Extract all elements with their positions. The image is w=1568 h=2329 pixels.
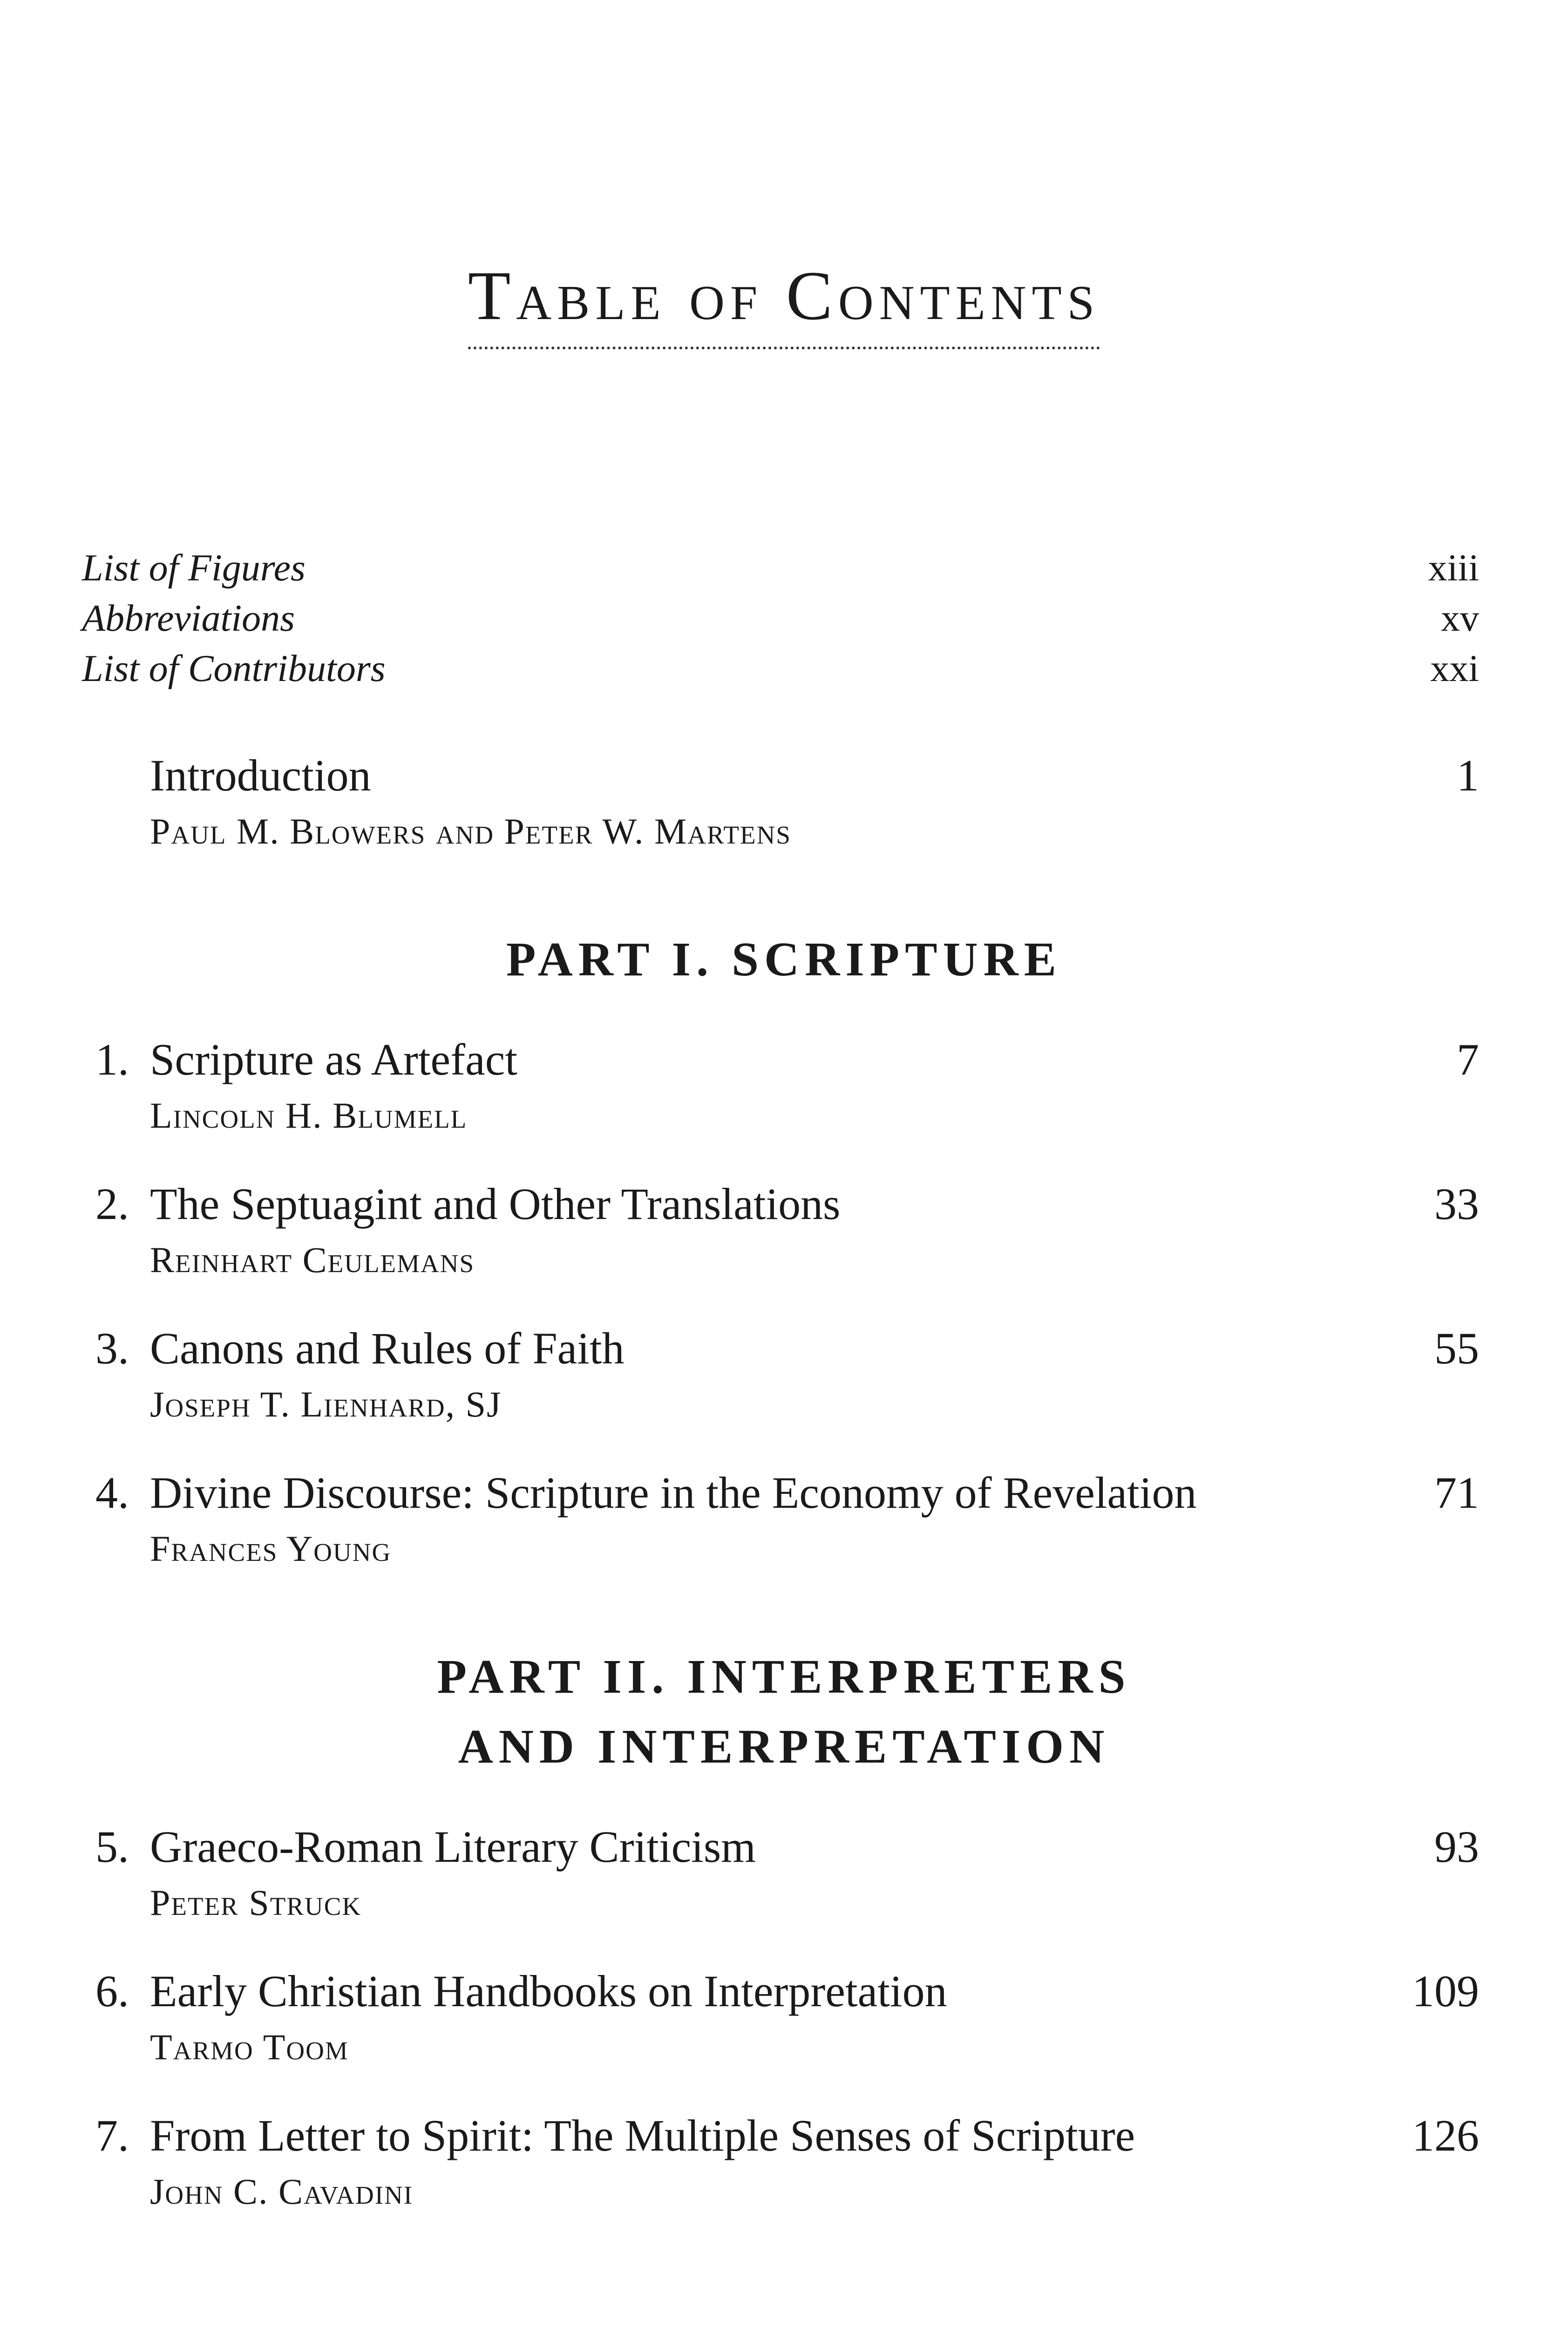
front-matter-row <box>82 543 1479 593</box>
chapter-title: Canons and Rules of Faith <box>150 1323 624 1373</box>
chapter-number: 5. <box>95 1822 129 1872</box>
front-matter <box>82 543 1479 694</box>
chapter-author: John C. Cavadini <box>150 2171 414 2212</box>
chapter-number: 1. <box>95 1035 129 1084</box>
title-wrap <box>0 257 1568 349</box>
chapter-title: Divine Discourse: Scripture in the Economy of Revelation <box>150 1468 1197 1518</box>
front-matter-label: List of Contributors <box>82 647 386 689</box>
chapter-page: 93 <box>1434 1822 1479 1872</box>
chapter-number: 7. <box>95 2111 129 2160</box>
chapter-author: Peter Struck <box>150 1882 362 1923</box>
chapter-author: Lincoln H. Blumell <box>150 1095 468 1136</box>
chapter-number: 6. <box>95 1966 129 2016</box>
chapter-title: Early Christian Handbooks on Interpretation <box>150 1966 947 2016</box>
chapter-title: The Septuagint and Other Translations <box>150 1179 841 1229</box>
chapter-page: 71 <box>1434 1468 1479 1518</box>
chapter-title: Scripture as Artefact <box>150 1035 517 1084</box>
front-matter-page: xxi <box>1430 647 1479 689</box>
part-heading-line2: AND INTERPRETATION <box>458 1720 1110 1773</box>
chapter-page: 126 <box>1412 2111 1479 2160</box>
front-matter-row <box>82 593 1479 643</box>
introduction-page: 1 <box>1457 750 1479 800</box>
chapter-author: Tarmo Toom <box>150 2027 349 2067</box>
front-matter-row <box>82 643 1479 694</box>
introduction-author: Paul M. Blowers and Peter W. Martens <box>150 811 791 851</box>
chapter-page: 55 <box>1434 1323 1479 1373</box>
chapter-page: 109 <box>1412 1966 1479 2016</box>
chapter-author: Joseph T. Lienhard, SJ <box>150 1384 502 1424</box>
front-matter-page: xiii <box>1428 546 1479 589</box>
chapter-author: Reinhart Ceulemans <box>150 1239 475 1280</box>
page-title: Table of Contents <box>468 261 1100 349</box>
part-heading: PART I. SCRIPTURE <box>506 933 1062 986</box>
front-matter-page: xv <box>1441 597 1479 639</box>
chapter-author: Frances Young <box>150 1528 392 1569</box>
chapter-page: 33 <box>1434 1179 1479 1229</box>
chapter-number: 2. <box>95 1179 129 1229</box>
front-matter-label: List of Figures <box>82 546 305 589</box>
chapter-title: From Letter to Spirit: The Multiple Senses of Scripture <box>150 2111 1135 2160</box>
introduction-title: Introduction <box>150 750 371 800</box>
chapter-page: 7 <box>1457 1035 1479 1084</box>
chapter-title: Graeco-Roman Literary Criticism <box>150 1822 756 1872</box>
chapter-number: 4. <box>95 1468 129 1518</box>
chapter-number: 3. <box>95 1323 129 1373</box>
front-matter-label: Abbreviations <box>82 597 295 639</box>
part-heading: PART II. INTERPRETERS <box>437 1650 1131 1703</box>
